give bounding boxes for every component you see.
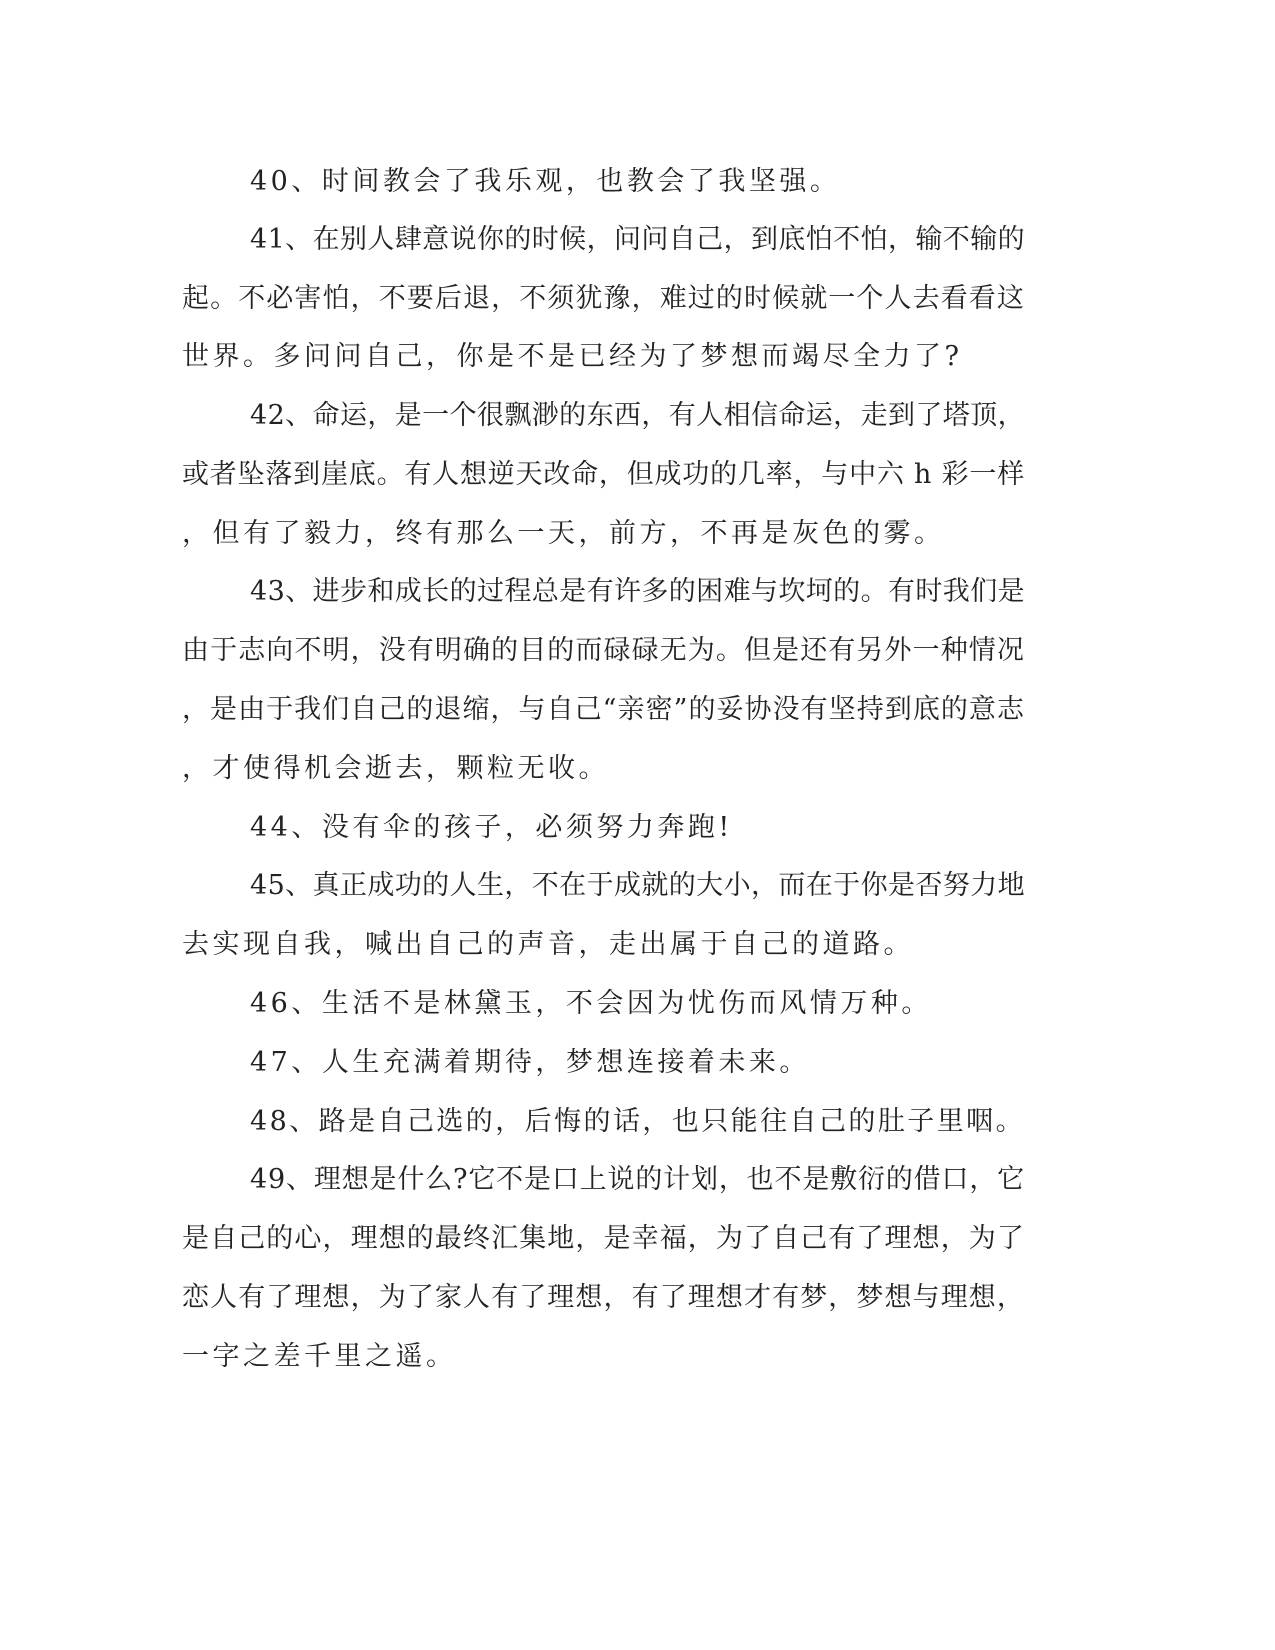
paragraph-41-line-2 [0, 279, 1275, 319]
paragraph-49-line-4 [0, 1337, 1275, 1377]
text-line: 44、没有伞的孩子，必须努力奔跑! [250, 812, 733, 843]
text-line: 由于志向不明，没有明确的目的而碌碌无为。但是还有另外一种情况 [182, 635, 1025, 666]
paragraph-45-line-2 [0, 925, 1275, 965]
paragraph-43-line-4 [0, 749, 1275, 789]
paragraph-48-line-1 [0, 1102, 1275, 1142]
paragraph-43-line-2 [0, 631, 1275, 671]
paragraph-44-line-1 [0, 808, 1275, 848]
text-line: 46、生活不是林黛玉，不会因为忧伤而风情万种。 [250, 988, 932, 1019]
paragraph-42-line-2 [0, 455, 1275, 495]
text-line: 去实现自我，喊出自己的声音，走出属于自己的道路。 [182, 929, 914, 960]
text-line: 49、理想是什么?它不是口上说的计划，也不是敷衍的借口，它 [250, 1164, 1025, 1195]
text-line: ，是由于我们自己的退缩，与自己“亲密”的妥协没有坚持到底的意志 [182, 694, 1025, 725]
paragraph-45-line-1 [0, 866, 1275, 906]
text-line: 43、进步和成长的过程总是有许多的困难与坎坷的。有时我们是 [250, 576, 1025, 607]
text-line: 42、命运，是一个很飘渺的东西，有人相信命运，走到了塔顶， [250, 400, 1025, 431]
paragraph-42-line-1 [0, 396, 1275, 436]
paragraph-47-line-1 [0, 1043, 1275, 1083]
paragraph-43-line-1 [0, 572, 1275, 612]
text-line: 世界。多问问自己，你是不是已经为了梦想而竭尽全力了? [182, 341, 963, 372]
text-line: 45、真正成功的人生，不在于成就的大小，而在于你是否努力地 [250, 870, 1025, 901]
paragraph-49-line-1 [0, 1160, 1275, 1200]
text-line: 恋人有了理想，为了家人有了理想，有了理想才有梦，梦想与理想， [182, 1282, 1025, 1313]
text-line: 起。不必害怕，不要后退，不须犹豫，难过的时候就一个人去看看这 [182, 283, 1025, 314]
text-line: 40、时间教会了我乐观，也教会了我坚强。 [250, 166, 841, 197]
text-line: 是自己的心，理想的最终汇集地，是幸福，为了自己有了理想，为了 [182, 1223, 1025, 1254]
paragraph-40-line-1 [0, 162, 1275, 202]
text-line: 或者坠落到崖底。有人想逆天改命，但成功的几率，与中六 h 彩一样 [182, 459, 1025, 490]
paragraph-43-line-3 [0, 690, 1275, 730]
paragraph-41-line-3 [0, 337, 1275, 377]
paragraph-46-line-1 [0, 984, 1275, 1024]
text-line: 48、路是自己选的，后悔的话，也只能往自己的肚子里咽。 [250, 1106, 1025, 1137]
text-line: 一字之差千里之遥。 [182, 1341, 457, 1372]
text-line: 47、人生充满着期待，梦想连接着未来。 [250, 1047, 810, 1078]
paragraph-49-line-3 [0, 1278, 1275, 1318]
paragraph-42-line-3 [0, 514, 1275, 554]
text-line: ，但有了毅力，终有那么一天，前方，不再是灰色的雾。 [182, 518, 945, 549]
text-line: ，才使得机会逝去，颗粒无收。 [182, 753, 609, 784]
text-line: 41、在别人肆意说你的时候，问问自己，到底怕不怕，输不输的 [250, 224, 1025, 255]
paragraph-49-line-2 [0, 1219, 1275, 1259]
paragraph-41-line-1 [0, 220, 1275, 260]
